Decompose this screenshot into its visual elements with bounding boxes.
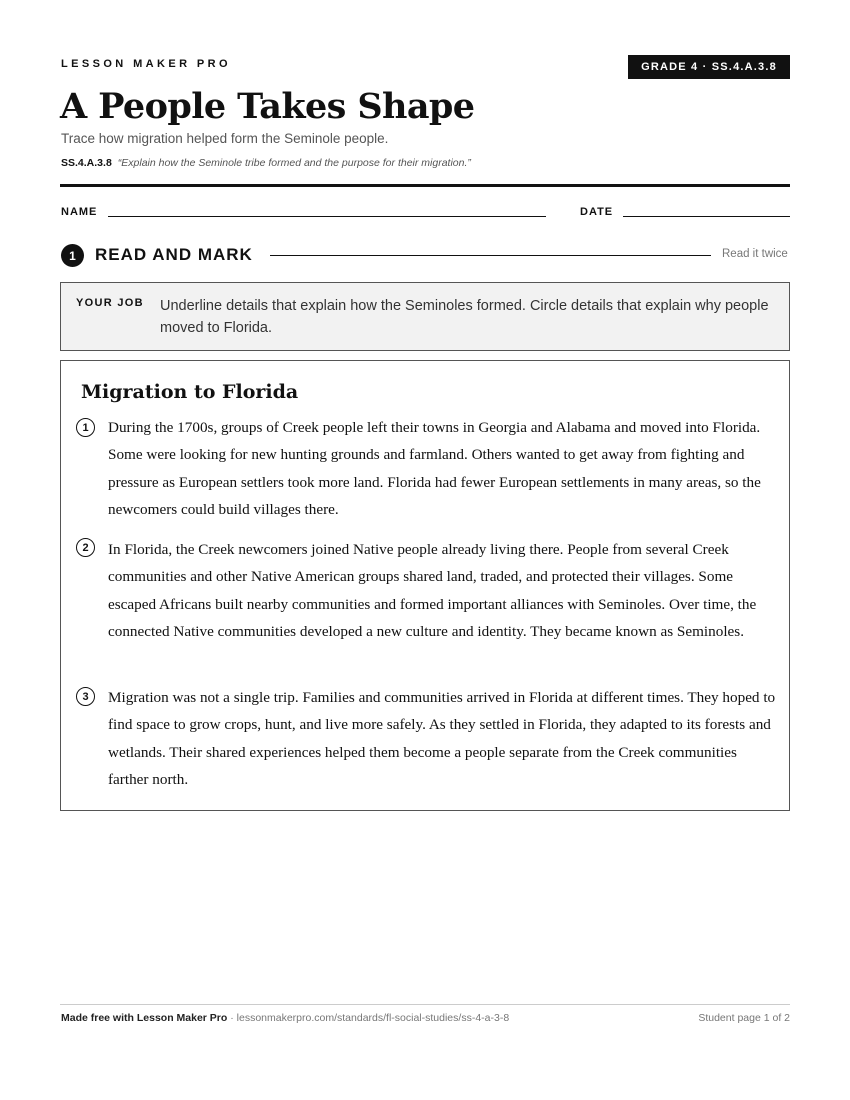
reading-title: Migration to Florida <box>81 381 299 403</box>
footer-credit <box>61 1012 509 1024</box>
paragraph-number: 1 <box>76 418 95 437</box>
reading-passage <box>60 360 790 811</box>
paragraph-number: 2 <box>76 538 95 557</box>
standard-line <box>61 157 471 169</box>
section-number-badge: 1 <box>61 244 84 267</box>
standard-code: SS.4.A.3.8 <box>61 157 112 169</box>
name-field[interactable] <box>108 216 546 217</box>
paragraph-1: During the 1700s, groups of Creek people left their towns in Georgia and Alabama and moved into Florida. Some were looking for new hunting grounds and farmland. Others wanted to get away from fighting and pressure as European settlers took more land. Florida had fewer European settlements in many areas, so the newcomers could build villages there. <box>108 419 761 519</box>
footer-made-with: Made free with Lesson Maker Pro <box>61 1012 228 1024</box>
date-label: DATE <box>580 206 614 218</box>
footer-divider <box>60 1004 790 1005</box>
your-job-label: YOUR JOB <box>76 297 144 309</box>
paragraph-number: 3 <box>76 687 95 706</box>
paragraph-3: Migration was not a single trip. Families and communities arrived in Florida at different times. They hoped to find space to grow crops, hunt, and live more safely. As they settled in Florida, they adapted to its forests and wetlands. Their shared experiences helped them become a people separate from the Creek communities farther north. <box>108 689 776 789</box>
page-title: A People Takes Shape <box>60 86 475 127</box>
paragraph-2: In Florida, the Creek newcomers joined Native people already living there. People from several Creek communities and other Native American groups shared land, traded, and protected their villages. Some escaped Africans built nearby communities and formed important alliances with Seminoles. Over time, the connected Native communities developed a new culture and identity. They became known as Seminoles. <box>108 541 757 641</box>
section-title: READ AND MARK <box>95 245 253 264</box>
header-divider <box>60 184 790 187</box>
footer-url[interactable]: · lessonmakerpro.com/standards/fl-social-studies/ss-4-a-3-8 <box>227 1012 510 1024</box>
section-note: Read it twice <box>722 248 788 260</box>
page-subtitle: Trace how migration helped form the Seminole people. <box>61 131 389 146</box>
your-job-box <box>60 282 790 351</box>
section-divider <box>270 255 711 256</box>
your-job-text: Underline details that explain how the Seminoles formed. Circle details that explain why people moved to Florida. <box>160 298 769 336</box>
standard-quote: “Explain how the Seminole tribe formed and the purpose for their migration.” <box>117 157 471 169</box>
page-indicator: Student page 1 of 2 <box>698 1012 790 1024</box>
date-field[interactable] <box>623 216 790 217</box>
grade-badge: GRADE 4 · SS.4.A.3.8 <box>628 55 790 79</box>
brand-name: LESSON MAKER PRO <box>61 58 231 70</box>
name-label: NAME <box>61 206 98 218</box>
